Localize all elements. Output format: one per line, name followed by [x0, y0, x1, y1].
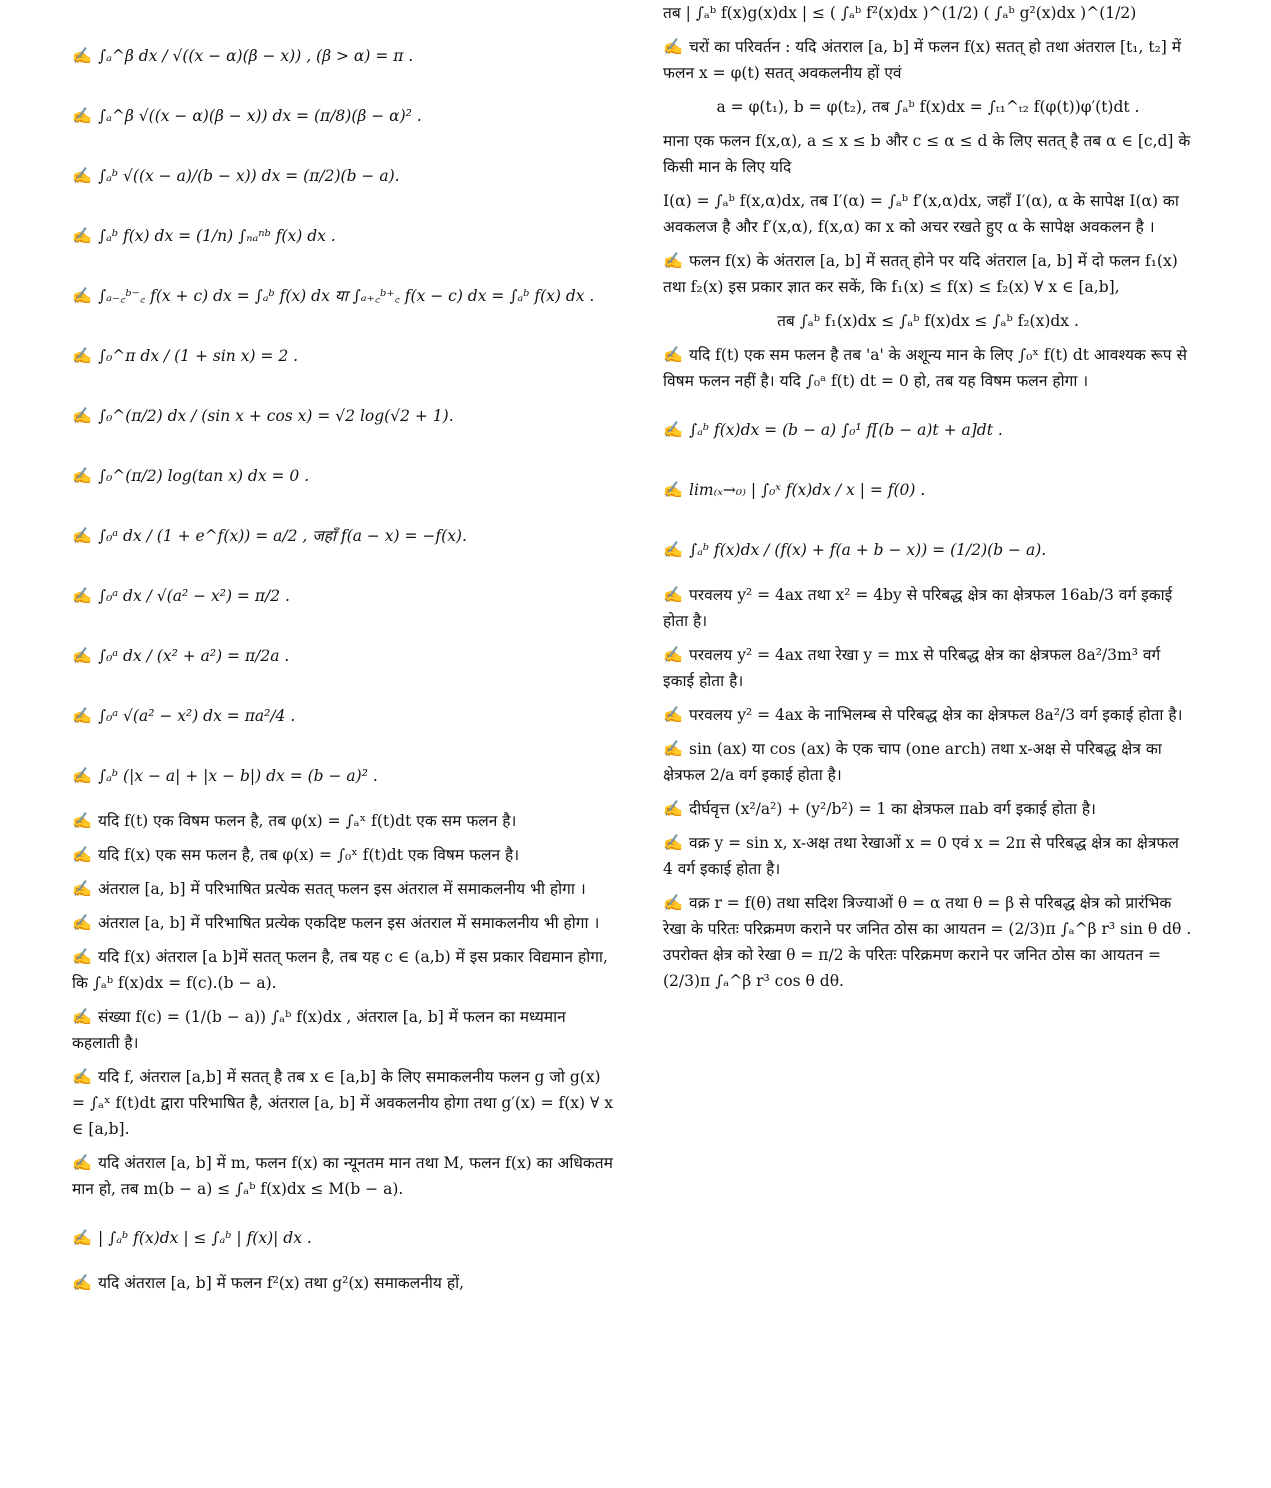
bullet-icon: ✍ [663, 251, 683, 270]
formula-text: ∫₀ᵃ dx / (x² + a²) = π/2a . [98, 647, 290, 665]
formula-text: ∫ₐᵇ (|x − a| + |x − b|) dx = (b − a)² . [98, 767, 378, 785]
formula-text: | ∫ₐᵇ f(x)dx | ≤ ∫ₐᵇ | f(x)| dx . [98, 1229, 312, 1247]
left-item [72, 1210, 617, 1266]
bullet-icon: ✍ [663, 833, 683, 852]
bullet-icon: ✍ [72, 879, 92, 898]
formula-text: ∫₀ᵃ dx / (1 + e^f(x)) = a/2 , जहाँ f(a − x) = −f(x). [98, 527, 467, 545]
formula-text: ∫ₐ^β √((x − α)(β − x)) dx = (π/8)(β − α)² . [98, 107, 422, 125]
bullet-icon: ✍ [72, 1228, 92, 1247]
paragraph-text: परवलय y² = 4ax तथा रेखा y = mx से परिबद्ध क्षेत्र का क्षेत्रफल 8a²/3m³ वर्ग इकाई होता है। [663, 646, 1161, 690]
bullet-icon: ✍ [663, 739, 683, 758]
paragraph-text: यदि अंतराल [a, b] में m, फलन f(x) का न्यूनतम मान तथा M, फलन f(x) का अधिकतम मान हो, तब m(b − a) ≤ ∫ₐᵇ f(x)dx ≤ M(b − a). [72, 1154, 613, 1198]
left-item [72, 268, 617, 324]
bullet-icon: ✍ [72, 1007, 92, 1026]
left-item [72, 1150, 617, 1202]
bullet-icon: ✍ [72, 406, 92, 425]
bullet-icon: ✍ [72, 766, 92, 785]
formula-text: ∫₀ᵃ dx / √(a² − x²) = π/2 . [98, 587, 290, 605]
formula-text: ∫₀ᵃ √(a² − x²) dx = πa²/4 . [98, 707, 296, 725]
formula-text: ∫₀^(π/2) log(tan x) dx = 0 . [98, 467, 310, 485]
formula-text: lim₍ₓ→₀₎ | ∫₀ˣ f(x)dx / x | = f(0) . [689, 481, 926, 499]
paragraph-text: दीर्घवृत्त (x²/a²) + (y²/b²) = 1 का क्षेत्रफल πab वर्ग इकाई होता है। [689, 800, 1096, 818]
bullet-icon: ✍ [72, 106, 92, 125]
formula-text: ∫ₐ₋꜀ᵇ⁻꜀ f(x + c) dx = ∫ₐᵇ f(x) dx या ∫ₐ₊꜀ᵇ⁺꜀ f(x − c) dx = ∫ₐᵇ f(x) dx . [98, 287, 595, 305]
paragraph-text: यदि f(t) एक विषम फलन है, तब φ(x) = ∫ₐˣ f(t)dt एक सम फलन है। [98, 812, 517, 830]
left-item [72, 448, 617, 504]
bullet-icon: ✍ [72, 913, 92, 932]
left-item [72, 842, 617, 868]
right-item [663, 308, 1193, 334]
bullet-icon: ✍ [663, 540, 683, 559]
left-item [72, 688, 617, 744]
paragraph-text: a = φ(t₁), b = φ(t₂), तब ∫ₐᵇ f(x)dx = ∫ₜ₁^ₜ₂ f(φ(t))φ′(t)dt . [716, 98, 1140, 116]
bullet-icon: ✍ [663, 585, 683, 604]
paragraph-text: यदि f(t) एक सम फलन है तब 'a' के अशून्य मान के लिए ∫₀ˣ f(t) dt आवश्यक रूप से विषम फलन नहीं है। यदि ∫₀ᵃ f(t) dt = 0 हो, तब यह विषम फलन होगा । [663, 346, 1188, 390]
paragraph-text: संख्या f(c) = (1/(b − a)) ∫ₐᵇ f(x)dx , अंतराल [a, b] में फलन का मध्यमान कहलाती है। [72, 1008, 566, 1052]
right-item [663, 128, 1193, 180]
formula-text: ∫ₐᵇ f(x) dx = (1/n) ∫ₙₐⁿᵇ f(x) dx . [98, 227, 336, 245]
right-item [663, 642, 1193, 694]
bullet-icon: ✍ [72, 46, 92, 65]
bullet-icon: ✍ [663, 345, 683, 364]
left-item [72, 808, 617, 834]
paragraph-text: चरों का परिवर्तन : यदि अंतराल [a, b] में फलन f(x) सतत् हो तथा अंतराल [t₁, t₂] में फलन x = φ(t) सतत् अवकलनीय हों एवं [663, 38, 1182, 82]
paragraph-text: तब | ∫ₐᵇ f(x)g(x)dx | ≤ ( ∫ₐᵇ f²(x)dx )^(1/2) ( ∫ₐᵇ g²(x)dx )^(1/2) [663, 4, 1137, 22]
right-item [663, 796, 1193, 822]
right-item [663, 830, 1193, 882]
paragraph-text: वक्र y = sin x, x-अक्ष तथा रेखाओं x = 0 एवं x = 2π से परिबद्ध क्षेत्र का क्षेत्रफल 4 वर्ग इकाई होता है। [663, 834, 1179, 878]
formula-text: ∫₀^π dx / (1 + sin x) = 2 . [98, 347, 299, 365]
paragraph-text: तब ∫ₐᵇ f₁(x)dx ≤ ∫ₐᵇ f(x)dx ≤ ∫ₐᵇ f₂(x)dx . [777, 312, 1079, 330]
right-item [663, 736, 1193, 788]
bullet-icon: ✍ [663, 799, 683, 818]
right-item [663, 402, 1193, 458]
paragraph-text: अंतराल [a, b] में परिभाषित प्रत्येक सतत् फलन इस अंतराल में समाकलनीय भी होगा । [98, 880, 586, 898]
left-column [72, 28, 617, 1304]
left-item [72, 748, 617, 804]
right-item [663, 188, 1193, 240]
bullet-icon: ✍ [663, 37, 683, 56]
paragraph-text: sin (ax) या cos (ax) के एक चाप (one arch) तथा x-अक्ष से परिबद्ध क्षेत्र का क्षेत्रफल 2/a वर्ग इकाई होता है। [663, 740, 1162, 784]
right-item [663, 248, 1193, 300]
paragraph-text: यदि f(x) अंतराल [a b]में सतत् फलन है, तब यह c ∈ (a,b) में इस प्रकार विद्यमान होगा, कि ∫ₐᵇ f(x)dx = f(c).(b − a). [72, 948, 608, 992]
left-item [72, 208, 617, 264]
bullet-icon: ✍ [72, 845, 92, 864]
bullet-icon: ✍ [72, 1067, 92, 1086]
left-item [72, 148, 617, 204]
paragraph-text: अंतराल [a, b] में परिभाषित प्रत्येक एकदिष्ट फलन इस अंतराल में समाकलनीय भी होगा । [98, 914, 600, 932]
bullet-icon: ✍ [72, 811, 92, 830]
paragraph-text: फलन f(x) के अंतराल [a, b] में सतत् होने पर यदि अंतराल [a, b] में दो फलन f₁(x) तथा f₂(x) इस प्रकार ज्ञात कर सकें, कि f₁(x) ≤ f(x) ≤ f₂(x) ∀ x ∈ [a,b], [663, 252, 1178, 296]
right-item [663, 582, 1193, 634]
formula-text: ∫₀^(π/2) dx / (sin x + cos x) = √2 log(√2 + 1). [98, 407, 454, 425]
formula-text: ∫ₐ^β dx / √((x − α)(β − x)) , (β > α) = π . [98, 47, 414, 65]
left-item [72, 88, 617, 144]
left-item [72, 944, 617, 996]
left-item [72, 28, 617, 84]
bullet-icon: ✍ [72, 646, 92, 665]
bullet-icon: ✍ [72, 166, 92, 185]
left-item [72, 910, 617, 936]
bullet-icon: ✍ [663, 420, 683, 439]
paragraph-text: यदि f(x) एक सम फलन है, तब φ(x) = ∫₀ˣ f(t)dt एक विषम फलन है। [98, 846, 520, 864]
right-item [663, 94, 1193, 120]
left-item [72, 1270, 617, 1296]
paragraph-text: परवलय y² = 4ax के नाभिलम्ब से परिबद्ध क्षेत्र का क्षेत्रफल 8a²/3 वर्ग इकाई होता है। [689, 706, 1183, 724]
bullet-icon: ✍ [663, 705, 683, 724]
left-item [72, 1064, 617, 1142]
right-item [663, 462, 1193, 518]
bullet-icon: ✍ [72, 1153, 92, 1172]
bullet-icon: ✍ [663, 645, 683, 664]
paragraph-text: वक्र r = f(θ) तथा सदिश त्रिज्याओं θ = α तथा θ = β से परिबद्ध क्षेत्र को प्रारंभिक रेखा के परितः परिक्रमण कराने पर जनित ठोस का आयतन = (2/3)π ∫ₐ^β r³ sin θ dθ . उपरोक्त क्षेत्र को रेखा θ = π/2 के परितः परिक्रमण कराने पर जनित ठोस का आयतन = (2/3)π ∫ₐ^β r³ cos θ dθ. [663, 894, 1192, 990]
bullet-icon: ✍ [72, 346, 92, 365]
paragraph-text: I(α) = ∫ₐᵇ f(x,α)dx, तब I′(α) = ∫ₐᵇ f′(x,α)dx, जहाँ I′(α), α के सापेक्ष I(α) का अवकलज है और f′(x,α), f(x,α) का x को अचर रखते हुए α के सापेक्ष अवकलन है । [663, 192, 1179, 236]
bullet-icon: ✍ [72, 226, 92, 245]
bullet-icon: ✍ [72, 947, 92, 966]
right-column [663, 0, 1193, 1002]
right-item [663, 702, 1193, 728]
right-item [663, 0, 1193, 26]
right-item [663, 890, 1193, 994]
left-item [72, 388, 617, 444]
left-item [72, 568, 617, 624]
paragraph-text: माना एक फलन f(x,α), a ≤ x ≤ b और c ≤ α ≤ d के लिए सतत् है तब α ∈ [c,d] के किसी मान के लिए यदि [663, 132, 1191, 176]
left-item [72, 508, 617, 564]
formula-text: ∫ₐᵇ √((x − a)/(b − x)) dx = (π/2)(b − a). [98, 167, 400, 185]
right-item [663, 342, 1193, 394]
left-item [72, 876, 617, 902]
left-item [72, 1004, 617, 1056]
right-item [663, 522, 1193, 578]
formula-text: ∫ₐᵇ f(x)dx / (f(x) + f(a + b − x)) = (1/2)(b − a). [689, 541, 1047, 559]
right-item [663, 34, 1193, 86]
bullet-icon: ✍ [72, 706, 92, 725]
formula-text: ∫ₐᵇ f(x)dx = (b − a) ∫₀¹ f[(b − a)t + a]dt . [689, 421, 1003, 439]
bullet-icon: ✍ [663, 480, 683, 499]
bullet-icon: ✍ [72, 1273, 92, 1292]
bullet-icon: ✍ [72, 286, 92, 305]
paragraph-text: यदि अंतराल [a, b] में फलन f²(x) तथा g²(x) समाकलनीय हों, [98, 1274, 465, 1292]
bullet-icon: ✍ [663, 893, 683, 912]
paragraph-text: यदि f, अंतराल [a,b] में सतत् है तब x ∈ [a,b] के लिए समाकलनीय फलन g जो g(x) = ∫ₐˣ f(t)dt द्वारा परिभाषित है, अंतराल [a, b] में अवकलनीय होगा तथा g′(x) = f(x) ∀ x ∈ [a,b]. [72, 1068, 614, 1138]
bullet-icon: ✍ [72, 466, 92, 485]
bullet-icon: ✍ [72, 526, 92, 545]
left-item [72, 328, 617, 384]
bullet-icon: ✍ [72, 586, 92, 605]
paragraph-text: परवलय y² = 4ax तथा x² = 4by से परिबद्ध क्षेत्र का क्षेत्रफल 16ab/3 वर्ग इकाई होता है। [663, 586, 1173, 630]
left-item [72, 628, 617, 684]
